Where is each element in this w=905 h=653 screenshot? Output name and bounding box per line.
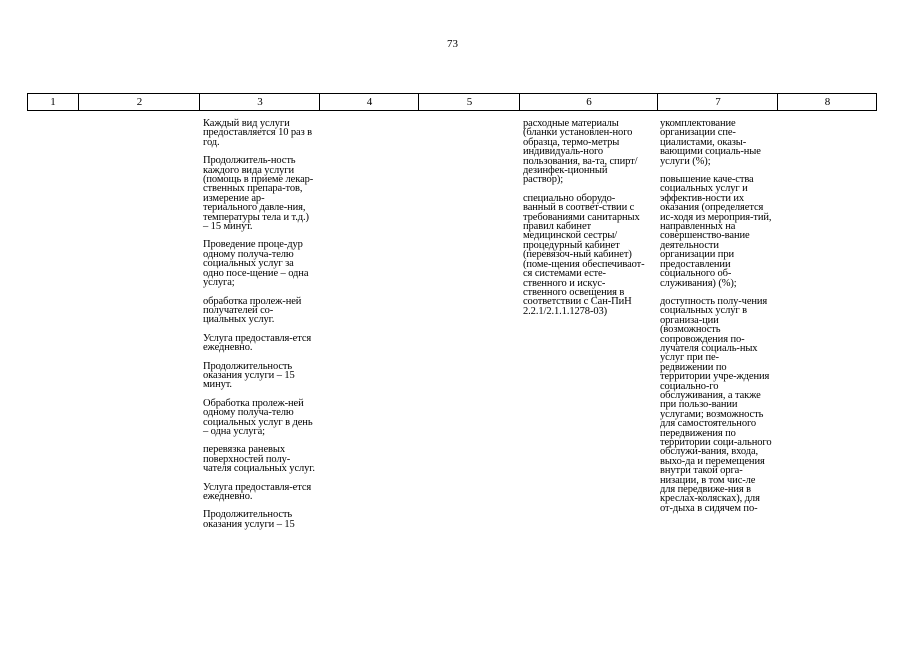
table-header-row — [27, 93, 877, 111]
col3-paragraph: Продолжитель-ность каждого вида услуги (помощь в приеме лекар-ственных препара-тов, измерение ар-териального давле-ния, температуры тела и т.д.) – 15 минут. — [203, 155, 314, 233]
page-number: 73 — [447, 38, 458, 50]
header-cell-5: 5 — [418, 94, 520, 110]
column-6-materials — [523, 119, 647, 325]
header-cell-2: 2 — [78, 94, 200, 110]
col7-paragraph: доступность полу-чения социальных услуг в организа-ции (возможность сопровождения по-лучателя социаль-ных услуг при пе-редвижении по территории учре-ждения социально-го обслуживания, а также при пользо-вании услугами; возможность для самостоятельного передвижения по территории соци-ального обслужи-вания, входа, выхо-да и перемещения внутри такой орга-низации, в том чис-ле для передвиже-ния в креслах-колясках), для от-дыха в сидячем по- — [660, 295, 772, 514]
col3-paragraph: обработка пролеж-ней получателей со-циальных услуг. — [203, 295, 302, 326]
col6-paragraph: расходные материалы (бланки установлен-ного образца, термо-метры индивидуаль-ного пользования, ва-та, спирт/ дезинфек-ционный раствор); — [523, 118, 638, 186]
col7-paragraph: укомплектование организации спе-циалистами, оказы-вающими социаль-ные услуги (%); — [660, 118, 761, 167]
header-cell-3: 3 — [199, 94, 320, 110]
header-cell-1: 1 — [50, 96, 56, 108]
col3-paragraph: Каждый вид услуги предоставляется 10 раз в год. — [203, 118, 313, 148]
col7-paragraph: повышение каче-ства социальных услуг и эффектив-ности их оказания (определяется ис-ходя из мероприя-тий, направленных на совершенство-вание деятельности организации при предоставлении социального об-служивания) (%); — [660, 174, 772, 289]
services-table — [27, 93, 877, 653]
column-7-quality-indicators — [660, 119, 772, 522]
header-cell-6: 6 — [519, 94, 658, 110]
header-cell-7: 7 — [657, 94, 778, 110]
col3-paragraph: Обработка пролеж-ней одному получа-телю социальных услуг в день – одна услуга; — [203, 397, 313, 437]
col3-paragraph: Проведение проце-дур одному получа-телю социальных услуг за одно посе-щение – одна услуга; — [203, 239, 309, 289]
header-cell-8: 8 — [777, 94, 877, 110]
header-cell-4: 4 — [319, 94, 419, 110]
col3-paragraph: Продолжительность оказания услуги – 15 минут. — [203, 360, 295, 391]
col3-paragraph: перевязка раневых поверхностей полу-чателя социальных услуг. — [203, 444, 315, 475]
col3-paragraph: Услуга предоставля-ется ежедневно. — [203, 332, 312, 354]
col3-paragraph: Продолжительность оказания услуги – 15 — [203, 509, 295, 530]
col3-paragraph: Услуга предоставля-ется ежедневно. — [203, 481, 312, 502]
column-3-service-conditions — [203, 119, 316, 538]
col6-paragraph: специально оборудо-ванный в соответ-ствии с требованиями санитарных правил кабинет медицинской сестры/ процедурный кабинет (перевязоч-ный кабинет) (поме-щения обеспечиваот-ся системами есте-ственного и искус-ственного освещения в соответствии с Сан-ПиН 2.2.1/2.1.1.1278-03) — [523, 192, 645, 317]
